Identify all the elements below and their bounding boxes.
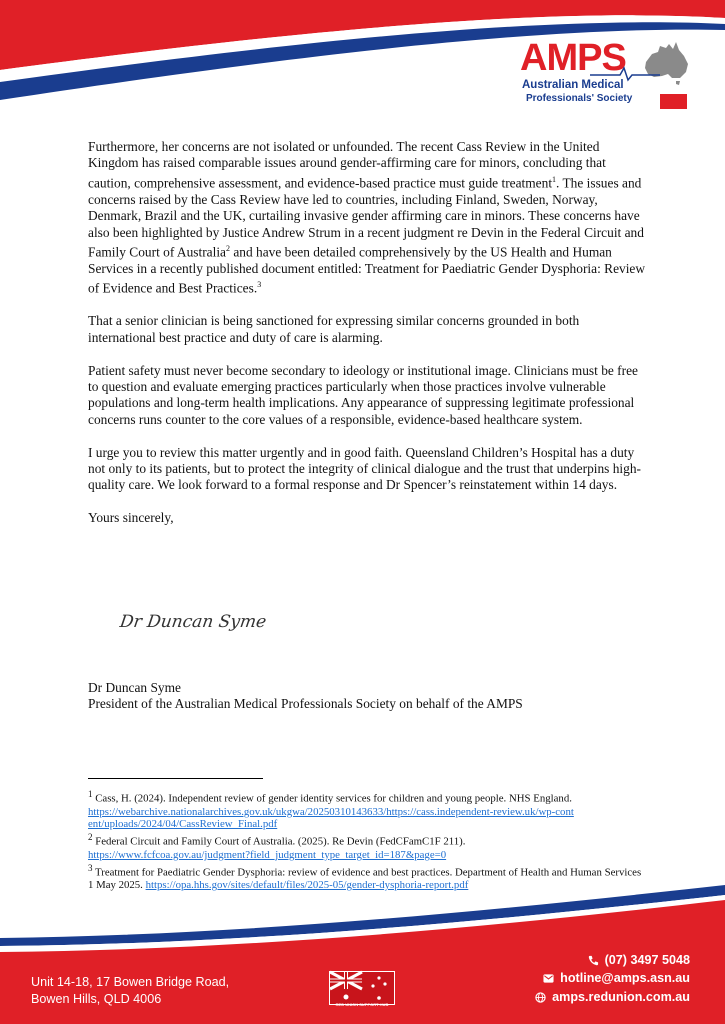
letter-body xyxy=(88,139,648,543)
signatory-name: Dr Duncan Syme xyxy=(88,680,181,695)
footnote-1: $^1$ Cass, H. (2024). Independent review of gender identity services for children and young people. NHS England. https://webarchive.nationalarchives.gov.uk/ukgwa/20250310143633/https://cass.independent-review.uk/wp-cont ent/uploads/2024/04/CassReview_Final.pdf xyxy=(88,789,574,831)
phone-icon xyxy=(588,955,599,966)
footnote-1-link[interactable]: https://webarchive.nationalarchives.gov.uk/ukgwa/20250310143633/https://cass.independent-review.uk/wp-cont ent/uploads/2024/04/CassReview_Final.pdf xyxy=(88,805,574,831)
footnote-2: $^2$ Federal Circuit and Family Court of Australia. (2025). Re Devin (FedCFamC1F 211). https://www.fcfcoa.gov.au/judgment?field_judgment_type_target_id=187&page=0 xyxy=(88,832,466,861)
footnote-3: $^3$ Treatment for Paediatric Gender Dysphoria: review of evidence and best practices. Department of Health and Human Services 1 May 2025. https://opa.hhs.gov/sites/default/files/2025-05/gender-dysphoria-report.pdf xyxy=(88,862,642,892)
footnote-2-link[interactable]: https://www.fcfcoa.gov.au/judgment?field_judgment_type_target_id=187&page=0 xyxy=(88,848,447,861)
signatory-title: President of the Australian Medical Professionals Society on behalf of the AMPS xyxy=(88,696,523,712)
email-icon xyxy=(543,973,554,984)
contact-email[interactable]: hotline@amps.asn.au xyxy=(543,971,690,985)
footnote-3-link[interactable]: https://opa.hhs.gov/sites/default/files/2025-05/gender-dysphoria-report.pdf xyxy=(145,879,469,892)
paragraph-1: Furthermore, her concerns are not isolated or unfounded. The recent Cass Review in the United Kingdom has raised comparable issues around gender-affirming care for minors, concluding that caution, comprehensive assessment, and evidence-based practice must guide treatment$^1$. The issues and concerns raised by the Cass Review have led to countries, including Finland, Sweden, Norway, Denmark, Brazil and the UK, curtailing invasive gender affirming care in minors. These concerns have also been highlighted by Justice Andrew Strum in a recent judgment re Devin in the Federal Circuit and Family Court of Australia$^2$ and have been detailed comprehensively by the US Health and Human Services in a recently published document entitled: Treatment for Paediatric Gender Dysphoria: Review of Evidence and Best Practices.$^3$ xyxy=(88,139,646,296)
paragraph-2: That a senior clinician is being sanctioned for expressing similar concerns grounded in both international best practice and duty of care is alarming. xyxy=(88,313,580,345)
logo-red-block xyxy=(660,94,687,109)
footnotes xyxy=(88,788,648,892)
footnote-ref-3: 3 xyxy=(257,280,262,290)
logo-wordmark: AMPS xyxy=(520,37,626,79)
footnote-ref-2: 2 xyxy=(226,243,230,253)
contact-website[interactable]: amps.redunion.com.au xyxy=(535,990,690,1004)
logo-line1: Australian Medical xyxy=(522,79,624,91)
contact-phone[interactable]: (07) 3497 5048 xyxy=(588,953,690,967)
footnote-ref-1: 1 xyxy=(552,174,557,184)
signoff-block xyxy=(88,680,523,713)
logo-line2: Professionals' Society xyxy=(526,93,633,104)
footer-address: Unit 14-18, 17 Bowen Bridge Road, Bowen Hills, QLD 4006 xyxy=(31,975,230,1006)
paragraph-3: Patient safety must never become secondary to ideology or institutional image. Clinicians must be free to question and evaluate emerging practices particularly when those practices involve vulnerable populations and long-term health implications. Any appearance of suppressing legitimate professional concerns runs counter to the core values of a responsible, evidence-based healthcare system. xyxy=(88,362,638,427)
globe-icon xyxy=(535,992,546,1003)
footnote-divider xyxy=(88,778,263,779)
badge-caption: RED UNION SUPPORT HUB xyxy=(335,1002,389,1007)
paragraph-4: I urge you to review this matter urgently and in good faith. Queensland Children’s Hospital has a duty not only to its patients, but to protect the integrity of clinical dialogue and the trust that underpins high-quality care. We look forward to a formal response and Dr Spencer’s reinstatement within 14 days. xyxy=(88,444,641,493)
closing: Yours sincerely, xyxy=(88,510,174,526)
handwritten-signature: Dr Duncan Syme xyxy=(118,612,268,632)
amps-logo xyxy=(520,38,695,112)
australia-map-icon xyxy=(642,40,692,90)
